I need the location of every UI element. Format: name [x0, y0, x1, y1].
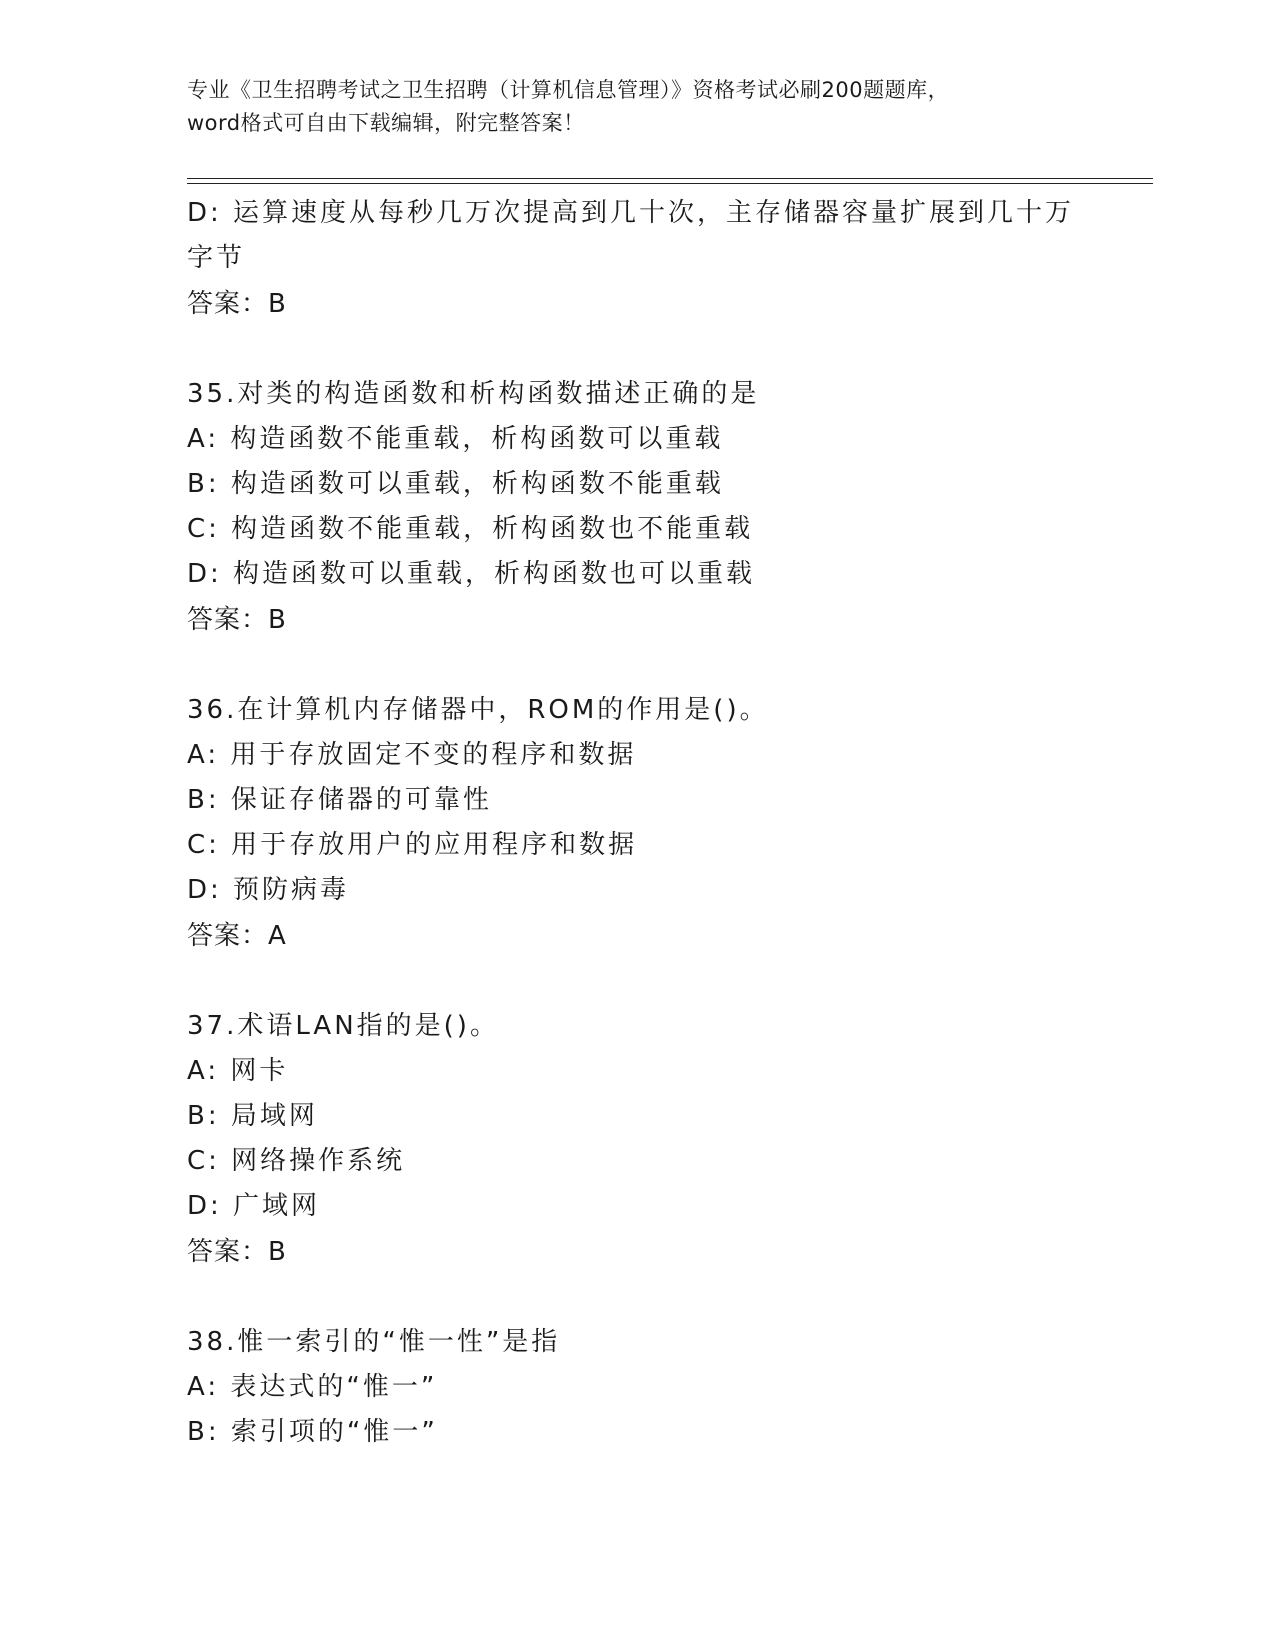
- header-divider-bottom: [187, 183, 1153, 184]
- option-b: B: 保证存储器的可靠性: [187, 785, 492, 815]
- question-list: [187, 191, 1087, 1455]
- question-34-continued: [187, 191, 1087, 327]
- spacer: [187, 327, 1087, 372]
- question-35: [187, 372, 1087, 643]
- option-b: B: 构造函数可以重载，析构函数不能重载: [187, 469, 724, 499]
- option-d: D: 运算速度从每秒几万次提高到几十次，主存储器容量扩展到几十万: [187, 198, 1075, 228]
- option-a: A: 构造函数不能重载，析构函数可以重载: [187, 424, 724, 454]
- header-title-line-2: word格式可自由下载编辑，附完整答案！: [187, 111, 585, 135]
- option-d: D: 预防病毒: [187, 875, 350, 905]
- question-stem: 38.惟一索引的“惟一性”是指: [187, 1327, 561, 1357]
- question-38: [187, 1320, 1087, 1455]
- option-c: C: 网络操作系统: [187, 1146, 406, 1176]
- document-header: [187, 74, 1087, 140]
- option-c: C: 构造函数不能重载，析构函数也不能重载: [187, 514, 754, 544]
- answer: 答案：A: [187, 921, 287, 951]
- option-d: D: 广域网: [187, 1191, 321, 1221]
- option-a: A: 表达式的“惟一”: [187, 1372, 438, 1402]
- option-d-wrap: 字节: [187, 243, 246, 273]
- answer: 答案：B: [187, 605, 287, 635]
- spacer: [187, 959, 1087, 1004]
- question-stem: 35.对类的构造函数和析构函数描述正确的是: [187, 379, 760, 409]
- option-d: D: 构造函数可以重载，析构函数也可以重载: [187, 559, 756, 589]
- option-b: B: 索引项的“惟一”: [187, 1417, 438, 1447]
- question-stem: 36.在计算机内存储器中，ROM的作用是()。: [187, 695, 769, 725]
- option-a: A: 网卡: [187, 1056, 289, 1086]
- question-36: [187, 688, 1087, 959]
- header-divider-top: [187, 178, 1153, 179]
- spacer: [187, 1275, 1087, 1320]
- spacer: [187, 643, 1087, 688]
- question-37: [187, 1004, 1087, 1275]
- option-c: C: 用于存放用户的应用程序和数据: [187, 830, 638, 860]
- option-a: A: 用于存放固定不变的程序和数据: [187, 740, 637, 770]
- question-stem: 37.术语LAN指的是()。: [187, 1011, 499, 1041]
- header-title-line-1: 专业《卫生招聘考试之卫生招聘（计算机信息管理）》资格考试必刷200题题库，: [187, 78, 950, 102]
- option-b: B: 局域网: [187, 1101, 318, 1131]
- answer: 答案：B: [187, 1237, 287, 1267]
- answer: 答案：B: [187, 289, 287, 319]
